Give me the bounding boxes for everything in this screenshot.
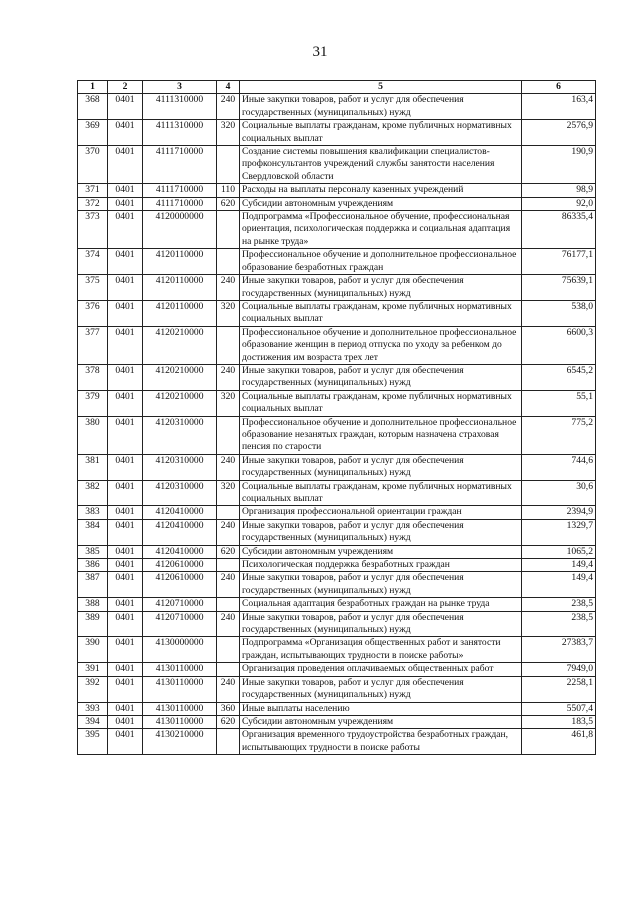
target-code: 4120410000: [143, 545, 217, 558]
expense-kind-code: 320: [217, 390, 240, 416]
section-code: 0401: [108, 249, 143, 275]
expense-kind-code: [217, 729, 240, 755]
row-number: 384: [78, 519, 108, 545]
table-row: [78, 197, 596, 210]
row-number: 390: [78, 637, 108, 663]
item-name: Иные закупки товаров, работ и услуг для обеспечения государственных (муниципальных) нужд: [240, 676, 522, 702]
table-row: [78, 416, 596, 454]
expense-kind-code: 240: [217, 454, 240, 480]
section-code: 0401: [108, 364, 143, 390]
target-code: 4120310000: [143, 416, 217, 454]
table-row: [78, 480, 596, 506]
amount: 183,5: [522, 715, 596, 728]
row-number: 379: [78, 390, 108, 416]
column-header-6: 6: [522, 81, 596, 94]
item-name: Иные закупки товаров, работ и услуг для обеспечения государственных (муниципальных) нужд: [240, 275, 522, 301]
item-name: Иные закупки товаров, работ и услуг для обеспечения государственных (муниципальных) нужд: [240, 519, 522, 545]
expense-kind-code: 240: [217, 94, 240, 120]
target-code: 4111710000: [143, 197, 217, 210]
target-code: 4111310000: [143, 120, 217, 146]
row-number: 394: [78, 715, 108, 728]
row-number: 378: [78, 364, 108, 390]
item-name: Социальные выплаты гражданам, кроме публичных нормативных социальных выплат: [240, 390, 522, 416]
amount: 461,8: [522, 729, 596, 755]
amount: 744,6: [522, 454, 596, 480]
item-name: Подпрограмма «Организация общественных работ и занятости граждан, испытывающих трудности в поиске работы»: [240, 637, 522, 663]
column-header-1: 1: [78, 81, 108, 94]
column-header-3: 3: [143, 81, 217, 94]
amount: 92,0: [522, 197, 596, 210]
expense-kind-code: [217, 249, 240, 275]
item-name: Социальные выплаты гражданам, кроме публичных нормативных социальных выплат: [240, 480, 522, 506]
item-name: Расходы на выплаты персоналу казенных учреждений: [240, 184, 522, 197]
row-number: 385: [78, 545, 108, 558]
target-code: 4120410000: [143, 506, 217, 519]
section-code: 0401: [108, 598, 143, 611]
table-row: [78, 611, 596, 637]
target-code: 4120110000: [143, 275, 217, 301]
item-name: Социальная адаптация безработных граждан на рынке труда: [240, 598, 522, 611]
section-code: 0401: [108, 506, 143, 519]
amount: 238,5: [522, 611, 596, 637]
table-row: [78, 545, 596, 558]
section-code: 0401: [108, 211, 143, 249]
item-name: Организация профессиональной ориентации граждан: [240, 506, 522, 519]
row-number: 375: [78, 275, 108, 301]
amount: 1065,2: [522, 545, 596, 558]
item-name: Подпрограмма «Профессиональное обучение, профессиональная ориентация, психологическая поддержка и социальная адаптация на рынке труда»: [240, 211, 522, 249]
item-name: Субсидии автономным учреждениям: [240, 545, 522, 558]
target-code: 4130110000: [143, 715, 217, 728]
item-name: Иные закупки товаров, работ и услуг для обеспечения государственных (муниципальных) нужд: [240, 611, 522, 637]
section-code: 0401: [108, 637, 143, 663]
amount: 775,2: [522, 416, 596, 454]
section-code: 0401: [108, 326, 143, 364]
amount: 1329,7: [522, 519, 596, 545]
table-row: [78, 211, 596, 249]
row-number: 380: [78, 416, 108, 454]
amount: 55,1: [522, 390, 596, 416]
section-code: 0401: [108, 702, 143, 715]
target-code: 4120710000: [143, 598, 217, 611]
page-number: 31: [312, 44, 328, 60]
row-number: 374: [78, 249, 108, 275]
table-row: [78, 598, 596, 611]
target-code: 4130110000: [143, 676, 217, 702]
expense-kind-code: [217, 559, 240, 572]
table-row: [78, 637, 596, 663]
section-code: 0401: [108, 416, 143, 454]
table-row: [78, 390, 596, 416]
table-row: [78, 300, 596, 326]
amount: 86335,4: [522, 211, 596, 249]
table-row: [78, 559, 596, 572]
table-row: [78, 519, 596, 545]
row-number: 370: [78, 146, 108, 184]
target-code: 4111710000: [143, 146, 217, 184]
item-name: Организация временного трудоустройства безработных граждан, испытывающих трудности в поиске работы: [240, 729, 522, 755]
expense-kind-code: [217, 326, 240, 364]
amount: 5507,4: [522, 702, 596, 715]
row-number: 391: [78, 663, 108, 676]
expense-kind-code: 620: [217, 197, 240, 210]
target-code: 4120110000: [143, 300, 217, 326]
section-code: 0401: [108, 611, 143, 637]
row-number: 373: [78, 211, 108, 249]
row-number: 372: [78, 197, 108, 210]
section-code: 0401: [108, 729, 143, 755]
table-header-row: [78, 81, 596, 94]
item-name: Иные закупки товаров, работ и услуг для обеспечения государственных (муниципальных) нужд: [240, 94, 522, 120]
amount: 7949,0: [522, 663, 596, 676]
expense-kind-code: [217, 146, 240, 184]
target-code: 4111710000: [143, 184, 217, 197]
row-number: 388: [78, 598, 108, 611]
target-code: 4111310000: [143, 94, 217, 120]
amount: 76177,1: [522, 249, 596, 275]
amount: 163,4: [522, 94, 596, 120]
item-name: Социальные выплаты гражданам, кроме публичных нормативных социальных выплат: [240, 120, 522, 146]
item-name: Иные выплаты населению: [240, 702, 522, 715]
section-code: 0401: [108, 184, 143, 197]
section-code: 0401: [108, 146, 143, 184]
section-code: 0401: [108, 454, 143, 480]
section-code: 0401: [108, 559, 143, 572]
table-row: [78, 275, 596, 301]
section-code: 0401: [108, 663, 143, 676]
expense-kind-code: [217, 637, 240, 663]
row-number: 395: [78, 729, 108, 755]
target-code: 4120710000: [143, 611, 217, 637]
row-number: 377: [78, 326, 108, 364]
item-name: Профессиональное обучение и дополнительное профессиональное образование безработных граждан: [240, 249, 522, 275]
expense-kind-code: [217, 663, 240, 676]
expense-kind-code: 110: [217, 184, 240, 197]
amount: 27383,7: [522, 637, 596, 663]
amount: 2394,9: [522, 506, 596, 519]
expense-kind-code: 240: [217, 572, 240, 598]
table-row: [78, 506, 596, 519]
column-header-5: 5: [240, 81, 522, 94]
expense-kind-code: [217, 211, 240, 249]
table-row: [78, 454, 596, 480]
budget-table: [77, 80, 596, 755]
table-row: [78, 120, 596, 146]
item-name: Профессиональное обучение и дополнительное профессиональное образование незанятых граждан, которым назначена страховая пенсия по старости: [240, 416, 522, 454]
target-code: 4130110000: [143, 702, 217, 715]
row-number: 389: [78, 611, 108, 637]
target-code: 4120000000: [143, 211, 217, 249]
expense-kind-code: 320: [217, 120, 240, 146]
target-code: 4120110000: [143, 249, 217, 275]
target-code: 4120610000: [143, 559, 217, 572]
target-code: 4130210000: [143, 729, 217, 755]
expense-kind-code: 620: [217, 545, 240, 558]
section-code: 0401: [108, 480, 143, 506]
table-row: [78, 326, 596, 364]
item-name: Организация проведения оплачиваемых общественных работ: [240, 663, 522, 676]
section-code: 0401: [108, 676, 143, 702]
target-code: 4120310000: [143, 480, 217, 506]
table-row: [78, 146, 596, 184]
table-row: [78, 572, 596, 598]
row-number: 368: [78, 94, 108, 120]
item-name: Иные закупки товаров, работ и услуг для обеспечения государственных (муниципальных) нужд: [240, 454, 522, 480]
row-number: 382: [78, 480, 108, 506]
target-code: 4120210000: [143, 326, 217, 364]
table-row: [78, 729, 596, 755]
row-number: 381: [78, 454, 108, 480]
expense-kind-code: 240: [217, 364, 240, 390]
expense-kind-code: 240: [217, 519, 240, 545]
section-code: 0401: [108, 519, 143, 545]
amount: 98,9: [522, 184, 596, 197]
table-row: [78, 715, 596, 728]
item-name: Иные закупки товаров, работ и услуг для обеспечения государственных (муниципальных) нужд: [240, 364, 522, 390]
target-code: 4120610000: [143, 572, 217, 598]
row-number: 369: [78, 120, 108, 146]
section-code: 0401: [108, 120, 143, 146]
table-row: [78, 184, 596, 197]
column-header-4: 4: [217, 81, 240, 94]
expense-kind-code: [217, 598, 240, 611]
table-row: [78, 364, 596, 390]
table-row: [78, 94, 596, 120]
amount: 2576,9: [522, 120, 596, 146]
expense-kind-code: 320: [217, 480, 240, 506]
item-name: Профессиональное обучение и дополнительное профессиональное образование женщин в период отпуска по уходу за ребенком до достижения им возраста трех лет: [240, 326, 522, 364]
column-header-2: 2: [108, 81, 143, 94]
item-name: Психологическая поддержка безработных граждан: [240, 559, 522, 572]
expense-kind-code: 240: [217, 676, 240, 702]
amount: 190,9: [522, 146, 596, 184]
expense-kind-code: 320: [217, 300, 240, 326]
row-number: 376: [78, 300, 108, 326]
section-code: 0401: [108, 300, 143, 326]
item-name: Иные закупки товаров, работ и услуг для обеспечения государственных (муниципальных) нужд: [240, 572, 522, 598]
amount: 149,4: [522, 572, 596, 598]
row-number: 386: [78, 559, 108, 572]
row-number: 387: [78, 572, 108, 598]
row-number: 392: [78, 676, 108, 702]
section-code: 0401: [108, 572, 143, 598]
amount: 6600,3: [522, 326, 596, 364]
expense-kind-code: 360: [217, 702, 240, 715]
expense-kind-code: [217, 416, 240, 454]
target-code: 4130000000: [143, 637, 217, 663]
expense-kind-code: 240: [217, 611, 240, 637]
section-code: 0401: [108, 390, 143, 416]
row-number: 383: [78, 506, 108, 519]
item-name: Социальные выплаты гражданам, кроме публичных нормативных социальных выплат: [240, 300, 522, 326]
amount: 6545,2: [522, 364, 596, 390]
item-name: Создание системы повышения квалификации специалистов-профконсультантов учреждений службы занятости населения Свердловской области: [240, 146, 522, 184]
table-row: [78, 676, 596, 702]
item-name: Субсидии автономным учреждениям: [240, 197, 522, 210]
target-code: 4120210000: [143, 390, 217, 416]
section-code: 0401: [108, 545, 143, 558]
table-row: [78, 702, 596, 715]
amount: 2258,1: [522, 676, 596, 702]
row-number: 371: [78, 184, 108, 197]
target-code: 4120310000: [143, 454, 217, 480]
target-code: 4120410000: [143, 519, 217, 545]
amount: 238,5: [522, 598, 596, 611]
section-code: 0401: [108, 197, 143, 210]
target-code: 4130110000: [143, 663, 217, 676]
amount: 30,6: [522, 480, 596, 506]
amount: 75639,1: [522, 275, 596, 301]
amount: 538,0: [522, 300, 596, 326]
item-name: Субсидии автономным учреждениям: [240, 715, 522, 728]
section-code: 0401: [108, 94, 143, 120]
amount: 149,4: [522, 559, 596, 572]
row-number: 393: [78, 702, 108, 715]
table-row: [78, 663, 596, 676]
expense-kind-code: 620: [217, 715, 240, 728]
target-code: 4120210000: [143, 364, 217, 390]
expense-kind-code: [217, 506, 240, 519]
section-code: 0401: [108, 275, 143, 301]
table-row: [78, 249, 596, 275]
section-code: 0401: [108, 715, 143, 728]
expense-kind-code: 240: [217, 275, 240, 301]
